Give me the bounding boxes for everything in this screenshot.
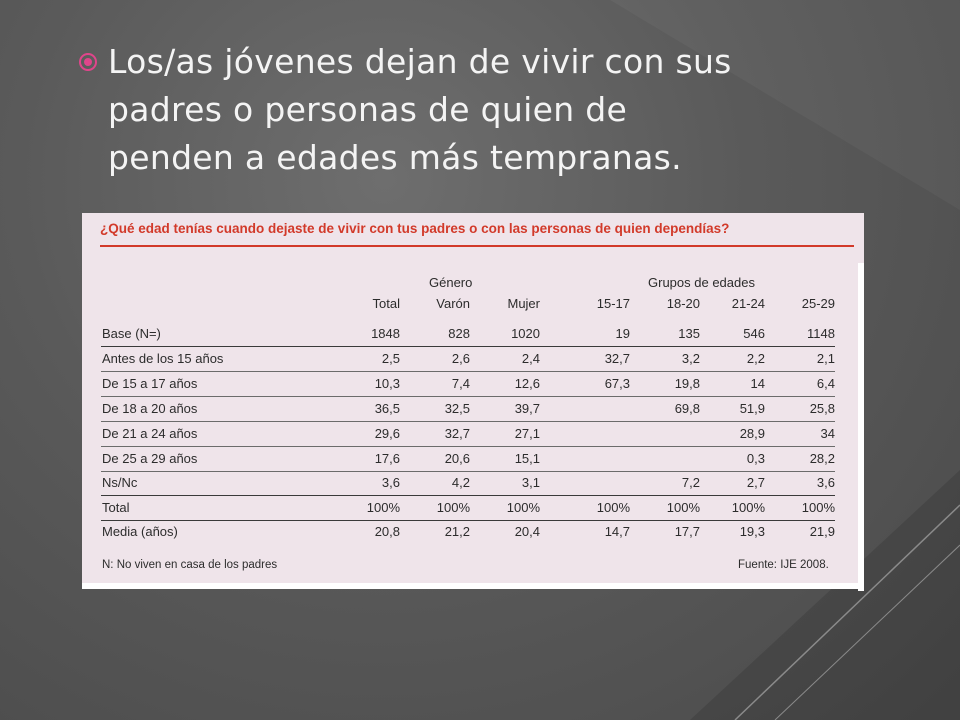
table-cell: 67,3: [604, 376, 630, 391]
table-cell: 3,6: [381, 475, 400, 490]
table-cell: 28,2: [809, 451, 835, 466]
row-divider: [101, 446, 835, 447]
table-cell: 100%: [436, 500, 470, 515]
column-header: 25-29: [801, 296, 835, 311]
table-cell: 2,6: [451, 351, 470, 366]
table-cell: 20,8: [374, 524, 400, 539]
table-cell: 32,7: [444, 426, 470, 441]
table-cell: 21,2: [444, 524, 470, 539]
table-cell: 32,5: [444, 401, 470, 416]
table-cell: 19,8: [674, 376, 700, 391]
table-cell: 19: [615, 326, 630, 341]
row-divider: [101, 371, 835, 372]
table-cell: 20,6: [444, 451, 470, 466]
row-label: Total: [102, 500, 130, 515]
table-cell: 0,3: [746, 451, 765, 466]
table-source: Fuente: IJE 2008.: [738, 559, 829, 571]
table-cell: 17,6: [374, 451, 400, 466]
column-header: 18-20: [666, 296, 700, 311]
row-label: Media (años): [102, 524, 178, 539]
table-cell: 100%: [366, 500, 400, 515]
table-cell: 15,1: [514, 451, 540, 466]
table-cell: 7,4: [451, 376, 470, 391]
data-table-image: [82, 213, 864, 589]
table-cell: 2,7: [746, 475, 765, 490]
row-label: De 25 a 29 años: [102, 451, 198, 466]
table-footnote: N: No viven en casa de los padres: [102, 559, 278, 571]
table-cell: 100%: [506, 500, 540, 515]
table-cell: 3,6: [816, 475, 835, 490]
table-cell: 100%: [801, 500, 835, 515]
table-cell: 32,7: [604, 351, 630, 366]
bullet-line-3: penden a edades más tempranas.: [108, 138, 682, 177]
table-cell: 100%: [666, 500, 700, 515]
table-cell: 1148: [807, 326, 835, 341]
table-title: ¿Qué edad tenías cuando dejaste de vivir con tus padres o con las personas de quien dependías?: [100, 221, 730, 236]
table-cell: 51,9: [739, 401, 765, 416]
table-cell: 135: [678, 326, 700, 341]
table-cell: 828: [448, 326, 470, 341]
table-cell: 2,1: [816, 351, 835, 366]
table-cell: 19,3: [739, 524, 765, 539]
table-cell: 69,8: [674, 401, 700, 416]
table-cell: 25,8: [809, 401, 835, 416]
column-header: Varón: [436, 296, 470, 311]
row-divider: [101, 520, 835, 521]
table-cell: 4,2: [451, 475, 470, 490]
table-cell: 20,4: [514, 524, 540, 539]
row-label: Antes de los 15 años: [102, 351, 224, 366]
table-cell: 28,9: [739, 426, 765, 441]
table-cell: 21,9: [809, 524, 835, 539]
column-header: Mujer: [507, 296, 540, 311]
row-divider: [101, 346, 835, 347]
bullet-text: [108, 38, 918, 182]
table-cell: 1848: [371, 326, 400, 341]
row-label: De 21 a 24 años: [102, 426, 198, 441]
table-cell: 100%: [596, 500, 630, 515]
table-cell: 34: [820, 426, 835, 441]
table-cell: 1020: [511, 326, 540, 341]
table-cell: 2,4: [521, 351, 540, 366]
column-header: 15-17: [596, 296, 630, 311]
table-cell: 10,3: [374, 376, 400, 391]
row-divider: [101, 471, 835, 472]
table-cell: 7,2: [681, 475, 700, 490]
group-header-genero: Género: [429, 275, 473, 290]
table-cell: 14,7: [604, 524, 630, 539]
table-cell: 12,6: [514, 376, 540, 391]
row-label: De 15 a 17 años: [102, 376, 198, 391]
bullet-line-1: Los/as jóvenes dejan de vivir con sus: [108, 42, 732, 81]
bullet-point: [78, 38, 918, 182]
column-header: 21-24: [731, 296, 765, 311]
column-header: Total: [372, 296, 400, 311]
table-cell: 3,2: [681, 351, 700, 366]
panel-edge-right: [858, 263, 864, 591]
row-label: De 18 a 20 años: [102, 401, 198, 416]
table-cell: 29,6: [374, 426, 400, 441]
table-cell: 14: [750, 376, 765, 391]
table-cell: 27,1: [514, 426, 540, 441]
bullet-line-2: padres o personas de quien de: [108, 90, 628, 129]
target-bullet-icon: [78, 52, 98, 72]
row-divider: [101, 396, 835, 397]
table-cell: 546: [743, 326, 765, 341]
table-cell: 100%: [731, 500, 765, 515]
table-cell: 3,1: [521, 475, 540, 490]
table-cell: 17,7: [674, 524, 700, 539]
row-label: Base (N=): [102, 326, 161, 341]
row-divider: [101, 495, 835, 496]
table-cell: 36,5: [374, 401, 400, 416]
group-header-grupos: Grupos de edades: [648, 275, 755, 290]
row-label: Ns/Nc: [102, 475, 138, 490]
title-divider: [100, 245, 854, 247]
panel-edge-bottom: [82, 583, 864, 589]
table-cell: 39,7: [514, 401, 540, 416]
table-cell: 6,4: [816, 376, 835, 391]
row-divider: [101, 421, 835, 422]
table-cell: 2,2: [746, 351, 765, 366]
table-cell: 2,5: [381, 351, 400, 366]
